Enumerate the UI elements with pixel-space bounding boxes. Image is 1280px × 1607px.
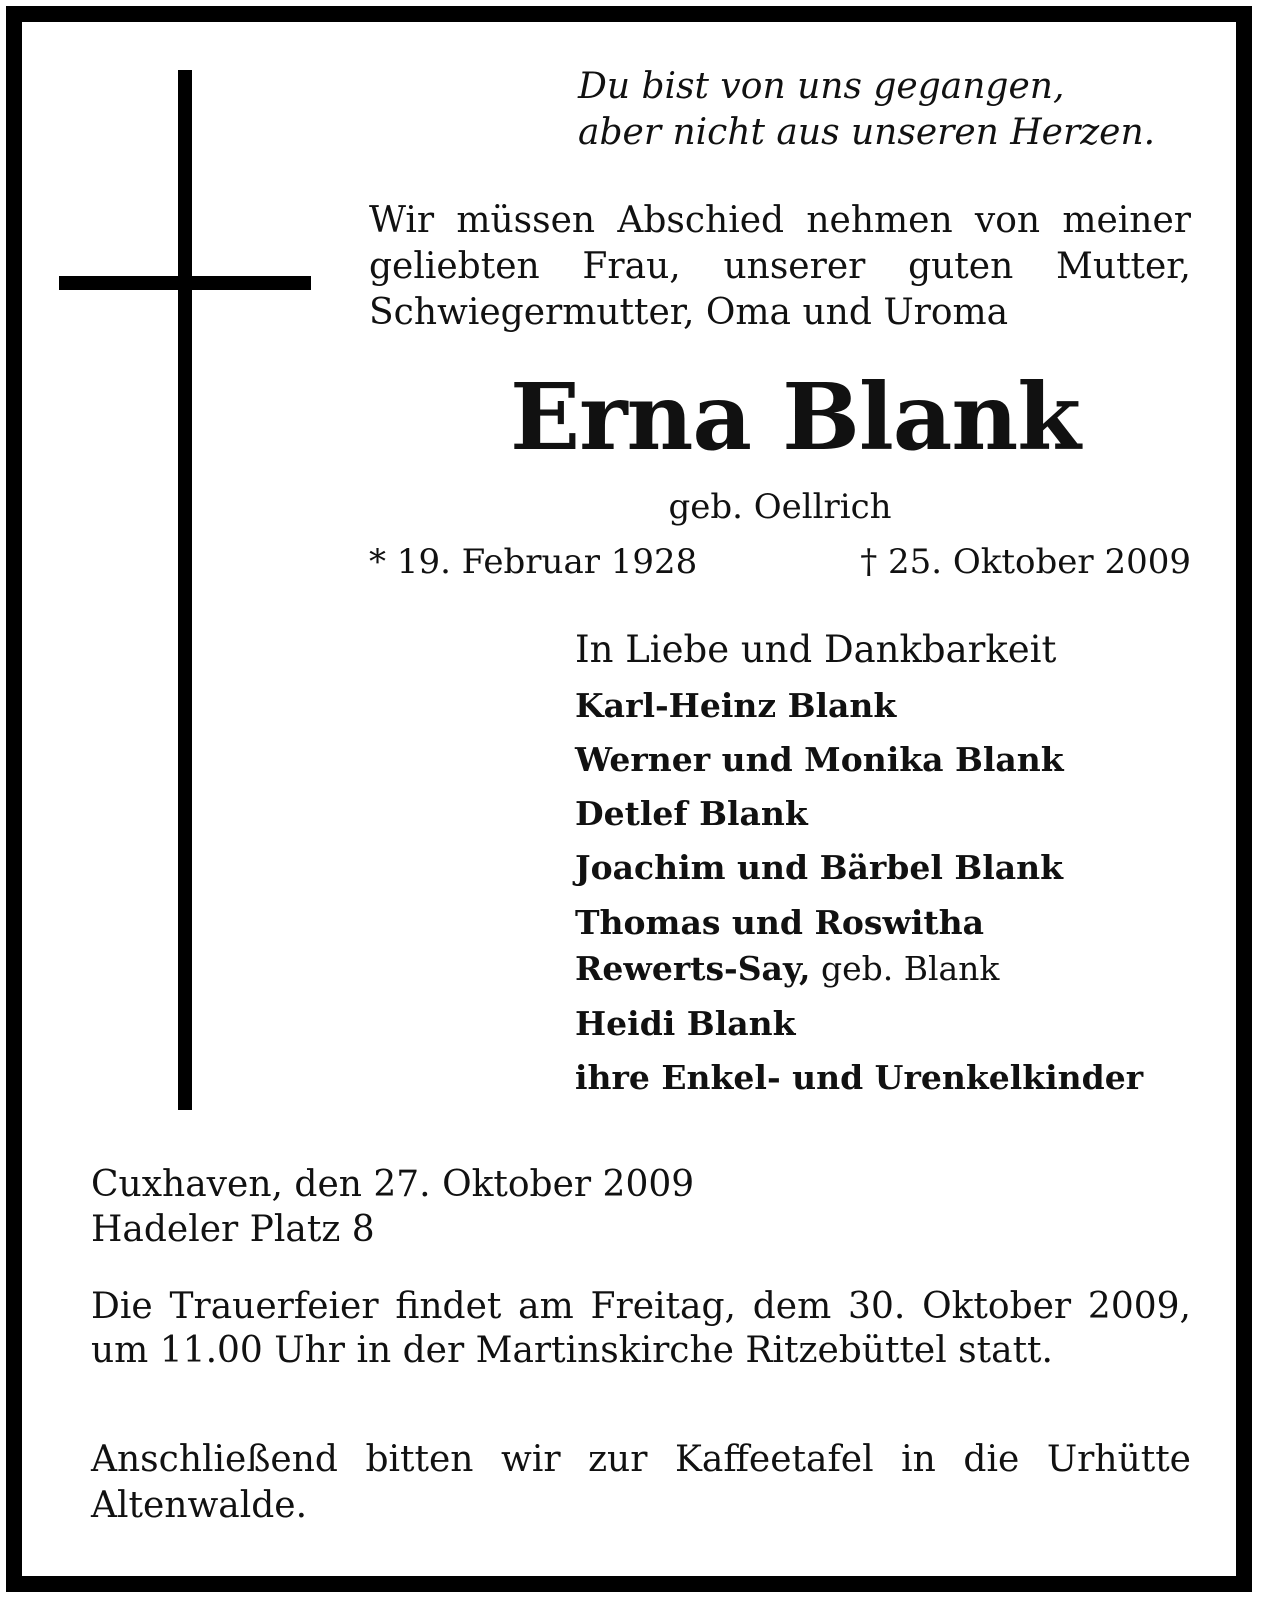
mourner-name: ihre Enkel- und Urenkelkinder xyxy=(575,1058,1144,1097)
cross-icon-vertical-beam xyxy=(178,70,192,1110)
mourner-name: Detlef Blank xyxy=(575,794,808,833)
mourner-name-line-2: Rewerts-Say, xyxy=(575,949,811,988)
place-and-date xyxy=(91,1162,1191,1252)
mourner-name-line-1: Thomas und Roswitha xyxy=(575,903,985,942)
birth-date: * 19. Februar 1928 xyxy=(369,542,698,582)
address-line: Hadeler Platz 8 xyxy=(91,1209,375,1250)
mourner-name: Werner und Monika Blank xyxy=(575,740,1064,779)
place-date-line: Cuxhaven, den 27. Oktober 2009 xyxy=(91,1164,695,1205)
death-date: † 25. Oktober 2009 xyxy=(860,542,1191,582)
motto-line-1: Du bist von uns gegangen, xyxy=(578,66,1065,107)
deceased-name: Erna Blank xyxy=(509,363,1081,471)
mourners-list xyxy=(575,626,1215,1110)
reception-info: Anschließend bitten wir zur Kaffeetafel in die Urhütte Altenwalde. xyxy=(91,1439,1191,1526)
funeral-service-info: Die Trauerfeier findet am Freitag, dem 30. Oktober 2009, um 11.00 Uhr in der Martinskirche Ritzebüttel statt. xyxy=(91,1286,1191,1371)
motto-quote xyxy=(578,64,1198,156)
cross-icon-horizontal-beam xyxy=(59,276,311,290)
intro-text: Wir müssen Abschied nehmen von meiner geliebten Frau, unserer guten Mutter, Schwiegermutter, Oma und Uroma xyxy=(369,200,1191,333)
maiden-name: geb. Oellrich xyxy=(668,487,892,527)
mourner-name-thomas-roswitha xyxy=(575,900,1215,992)
mourner-name: Heidi Blank xyxy=(575,1004,796,1043)
thanks-line: In Liebe und Dankbarkeit xyxy=(575,628,1057,671)
mourner-name: Joachim und Bärbel Blank xyxy=(575,848,1064,887)
mourner-maiden-suffix: geb. Blank xyxy=(810,949,1000,988)
motto-line-2: aber nicht aus unseren Herzen. xyxy=(578,112,1156,153)
mourner-name: Karl-Heinz Blank xyxy=(575,686,897,725)
